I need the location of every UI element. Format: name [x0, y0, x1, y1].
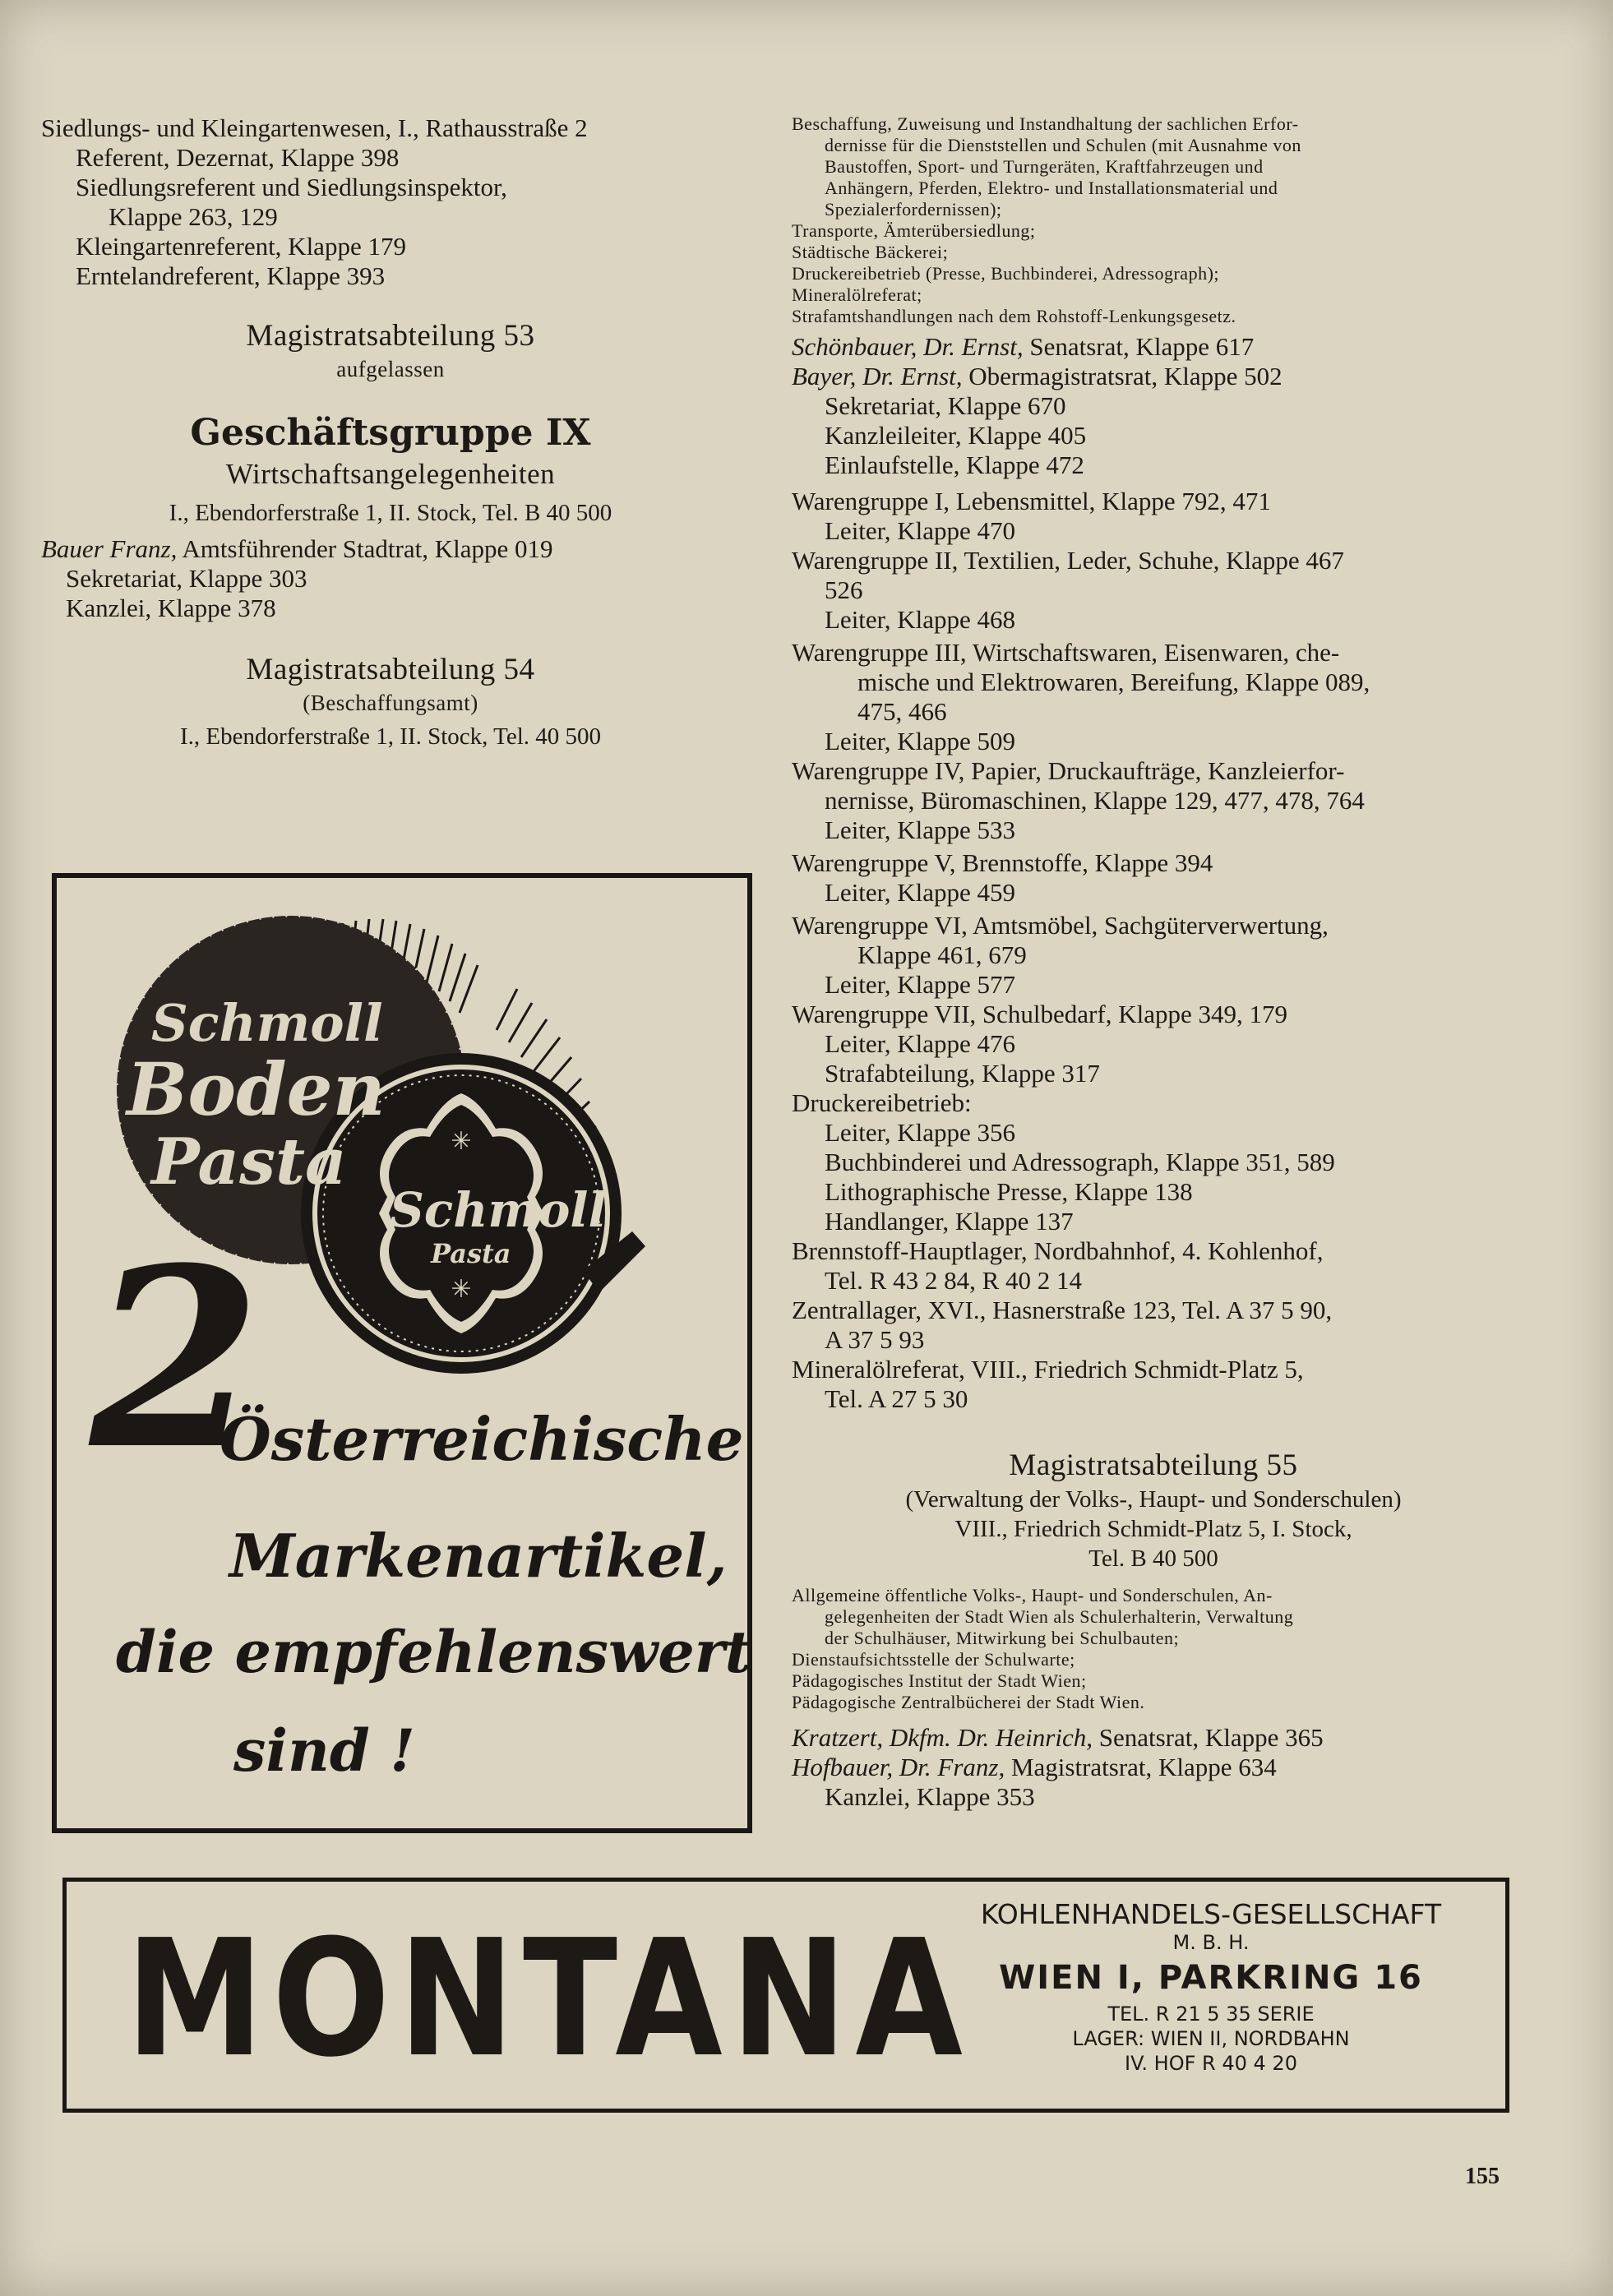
- druckereibetrieb-heading: Druckereibetrieb:: [792, 1088, 972, 1117]
- brennstoff-line: Brennstoff-Hauptlager, Nordbahnhof, 4. Kohlenhof,: [792, 1236, 1324, 1265]
- tin-brand-pasta: Pasta: [431, 1238, 511, 1269]
- gg9-line: Sekretariat, Klappe 303: [66, 564, 307, 593]
- big-number-2: 2: [90, 1213, 261, 1504]
- task-line: Dienstaufsichtsstelle der Schulwarte;: [792, 1649, 1075, 1670]
- continuation-line: Klappe 461, 679: [857, 940, 1027, 969]
- siedlung-line: Siedlungsreferent und Siedlungsinspektor,: [76, 173, 507, 201]
- ma55-person: [792, 1753, 1515, 1782]
- ma54-title: Magistratsabteilung 54: [246, 653, 535, 686]
- person-name: Bayer, Dr. Ernst,: [792, 362, 963, 390]
- ma53-title: Magistratsabteilung 53: [246, 319, 535, 353]
- gg9-subtitle: Wirtschaftsangelegenheiten: [225, 458, 556, 490]
- montana-brand: MONTANA: [126, 1906, 972, 2093]
- staff-line: Einlaufstelle, Klappe 472: [825, 450, 1084, 479]
- person-role: Senatsrat, Klappe 365: [1098, 1723, 1324, 1752]
- leiter-line: Leiter, Klappe 577: [825, 970, 1016, 999]
- task-line: Transporte, Ämterübersiedlung;: [792, 220, 1036, 241]
- person-name: Kratzert, Dkfm. Dr. Heinrich,: [792, 1723, 1093, 1752]
- slogan-line-3: die empfehlenswert: [116, 1618, 751, 1686]
- ma55-address: VIII., Friedrich Schmidt-Platz 5, I. Stock,: [954, 1516, 1352, 1542]
- task-line: Städtische Bäckerei;: [792, 242, 949, 262]
- ma54-task-list: [792, 113, 1515, 327]
- siedlung-line: Klappe 263, 129: [109, 202, 278, 231]
- druck-line: Buchbinderei und Adressograph, Klappe 351, 589: [825, 1148, 1335, 1176]
- ma55-task-list: [792, 1585, 1515, 1713]
- task-line: Pädagogisches Institut der Stadt Wien;: [792, 1670, 1087, 1691]
- siedlung-heading: Siedlungs- und Kleingartenwesen, I., Rathausstraße 2: [41, 113, 588, 142]
- slogan-line-1: Österreichische: [220, 1404, 744, 1474]
- task-line: Anhängern, Pferden, Elektro- und Installationsmaterial und: [825, 178, 1278, 198]
- montana-lager: LAGER: WIEN II, NORDBAHN: [1072, 2027, 1350, 2050]
- person-name: Bauer Franz,: [41, 534, 178, 563]
- montana-advertisement: [62, 1878, 1509, 2113]
- staff-line: Sekretariat, Klappe 670: [825, 391, 1066, 420]
- warengruppe-2: Warengruppe II, Textilien, Leder, Schuhe, Klappe 467: [792, 546, 1344, 575]
- siedlung-line: Referent, Dezernat, Klappe 398: [76, 143, 400, 172]
- druck-line: Lithographische Presse, Klappe 138: [825, 1177, 1193, 1206]
- disc-brand-schmoll: Schmoll: [151, 993, 383, 1053]
- right-column: [792, 113, 1515, 1812]
- strafabteilung-line: Strafabteilung, Klappe 317: [825, 1059, 1100, 1088]
- slogan-line-2: Markenartikel,: [229, 1521, 728, 1591]
- task-line: Mineralölreferat;: [792, 284, 922, 305]
- disc-brand-pasta: Pasta: [151, 1125, 347, 1199]
- leiter-line: Leiter, Klappe 476: [825, 1029, 1016, 1058]
- task-line: Baustoffen, Sport- und Turngeräten, Kraftfahrzeugen und: [825, 156, 1264, 177]
- person-role: Obermagistratsrat, Klappe 502: [968, 362, 1283, 390]
- leiter-line: Leiter, Klappe 509: [825, 727, 1016, 755]
- leiter-line: Leiter, Klappe 533: [825, 815, 1016, 844]
- ma55-person: [792, 1723, 1515, 1753]
- task-line: Druckereibetrieb (Presse, Buchbinderei, Adressograph);: [792, 263, 1220, 284]
- warengruppe-1: Warengruppe I, Lebensmittel, Klappe 792, 471: [792, 487, 1271, 515]
- continuation-line: A 37 5 93: [825, 1325, 925, 1354]
- page-number: 155: [1465, 2164, 1500, 2189]
- montana-hof: IV. HOF R 40 4 20: [1125, 2052, 1297, 2075]
- staff-line: Kanzleileiter, Klappe 405: [825, 421, 1087, 450]
- gg9-person: [41, 534, 740, 564]
- person-role: Magistratsrat, Klappe 634: [1010, 1753, 1277, 1781]
- svg-text:✳: ✳: [451, 1127, 472, 1156]
- ma54-address: I., Ebendorferstraße 1, II. Stock, Tel. 40 500: [179, 723, 602, 750]
- person-name: Schönbauer, Dr. Ernst,: [792, 332, 1024, 361]
- leiter-line: Leiter, Klappe 468: [825, 605, 1016, 634]
- ma55-subtitle: (Verwaltung der Volks-, Haupt- und Sonderschulen): [905, 1486, 1402, 1513]
- tin-brand-schmoll: Schmoll: [390, 1182, 607, 1238]
- task-line: Pädagogische Zentralbücherei der Stadt Wien.: [792, 1692, 1145, 1712]
- continuation-line: nernisse, Büromaschinen, Klappe 129, 477, 478, 764: [825, 786, 1365, 815]
- ma53-subtitle: aufgelassen: [336, 357, 445, 381]
- svg-text:✳: ✳: [451, 1275, 472, 1304]
- ma54-person: [792, 332, 1515, 362]
- person-name: Hofbauer, Dr. Franz,: [792, 1753, 1005, 1781]
- continuation-line: 475, 466: [857, 697, 947, 726]
- continuation-line: Tel. A 27 5 30: [825, 1384, 968, 1413]
- task-line: Strafamtshandlungen nach dem Rohstoff-Lenkungsgesetz.: [792, 306, 1236, 326]
- warengruppe-5: Warengruppe V, Brennstoffe, Klappe 394: [792, 848, 1213, 877]
- task-line: Beschaffung, Zuweisung und Instandhaltung der sachlichen Erfor-: [792, 113, 1299, 134]
- warengruppe-4: Warengruppe IV, Papier, Druckaufträge, Kanzleierfor-: [792, 756, 1345, 785]
- gg9-address: I., Ebendorferstraße 1, II. Stock, Tel. B 40 500: [169, 500, 612, 526]
- left-column: [41, 113, 740, 751]
- gg9-title: Geschäftsgruppe IX: [190, 412, 591, 454]
- continuation-line: Tel. R 43 2 84, R 40 2 14: [825, 1266, 1082, 1295]
- ma54-subtitle: (Beschaffungsamt): [303, 691, 478, 715]
- slogan-line-4: sind !: [233, 1716, 415, 1785]
- continuation-line: mische und Elektrowaren, Bereifung, Klappe 089,: [857, 668, 1370, 696]
- gg9-line: Kanzlei, Klappe 378: [66, 594, 276, 622]
- zentrallager-line: Zentrallager, XVI., Hasnerstraße 123, Tel. A 37 5 90,: [792, 1296, 1333, 1324]
- siedlung-line: Kleingartenreferent, Klappe 179: [76, 232, 406, 261]
- ma55-tel: Tel. B 40 500: [1088, 1545, 1218, 1572]
- warengruppe-7: Warengruppe VII, Schulbedarf, Klappe 349, 179: [792, 1000, 1287, 1028]
- mineraloel-line: Mineralölreferat, VIII., Friedrich Schmidt-Platz 5,: [792, 1355, 1304, 1384]
- warengruppe-3: Warengruppe III, Wirtschaftswaren, Eisenwaren, che-: [792, 638, 1340, 667]
- montana-tel: TEL. R 21 5 35 SERIE: [1107, 2003, 1315, 2026]
- druck-line: Leiter, Klappe 356: [825, 1118, 1016, 1147]
- ma55-title: Magistratsabteilung 55: [1009, 1448, 1298, 1482]
- montana-company: KOHLENHANDELS-GESELLSCHAFT: [980, 1898, 1442, 1930]
- montana-company-form: M. B. H.: [1172, 1931, 1250, 1954]
- leiter-line: Leiter, Klappe 470: [825, 516, 1016, 545]
- disc-brand-boden: Boden: [127, 1046, 386, 1132]
- person-role: Amtsführender Stadtrat, Klappe 019: [182, 534, 553, 563]
- leiter-line: Leiter, Klappe 459: [825, 878, 1016, 907]
- staff-line: Kanzlei, Klappe 353: [825, 1782, 1035, 1811]
- person-role: Senatsrat, Klappe 617: [1029, 332, 1255, 361]
- montana-info: [956, 1898, 1466, 2076]
- schmoll-advertisement: [52, 873, 752, 1833]
- task-line: dernisse für die Dienststellen und Schulen (mit Ausnahme von: [825, 135, 1301, 155]
- warengruppe-6: Warengruppe VI, Amtsmöbel, Sachgüterverwertung,: [792, 911, 1329, 940]
- continuation-line: 526: [825, 575, 863, 604]
- montana-address: WIEN I, PARKRING 16: [999, 1959, 1423, 1997]
- druck-line: Handlanger, Klappe 137: [825, 1207, 1074, 1236]
- task-line: Spezialerfordernissen);: [825, 199, 1002, 219]
- task-line: gelegenheiten der Stadt Wien als Schulerhalterin, Verwaltung: [825, 1606, 1294, 1627]
- task-line: Allgemeine öffentliche Volks-, Haupt- und Sonderschulen, An-: [792, 1585, 1273, 1605]
- siedlung-line: Erntelandreferent, Klappe 393: [76, 261, 386, 290]
- task-line: der Schulhäuser, Mitwirkung bei Schulbauten;: [825, 1628, 1180, 1648]
- ma54-person: [792, 362, 1515, 391]
